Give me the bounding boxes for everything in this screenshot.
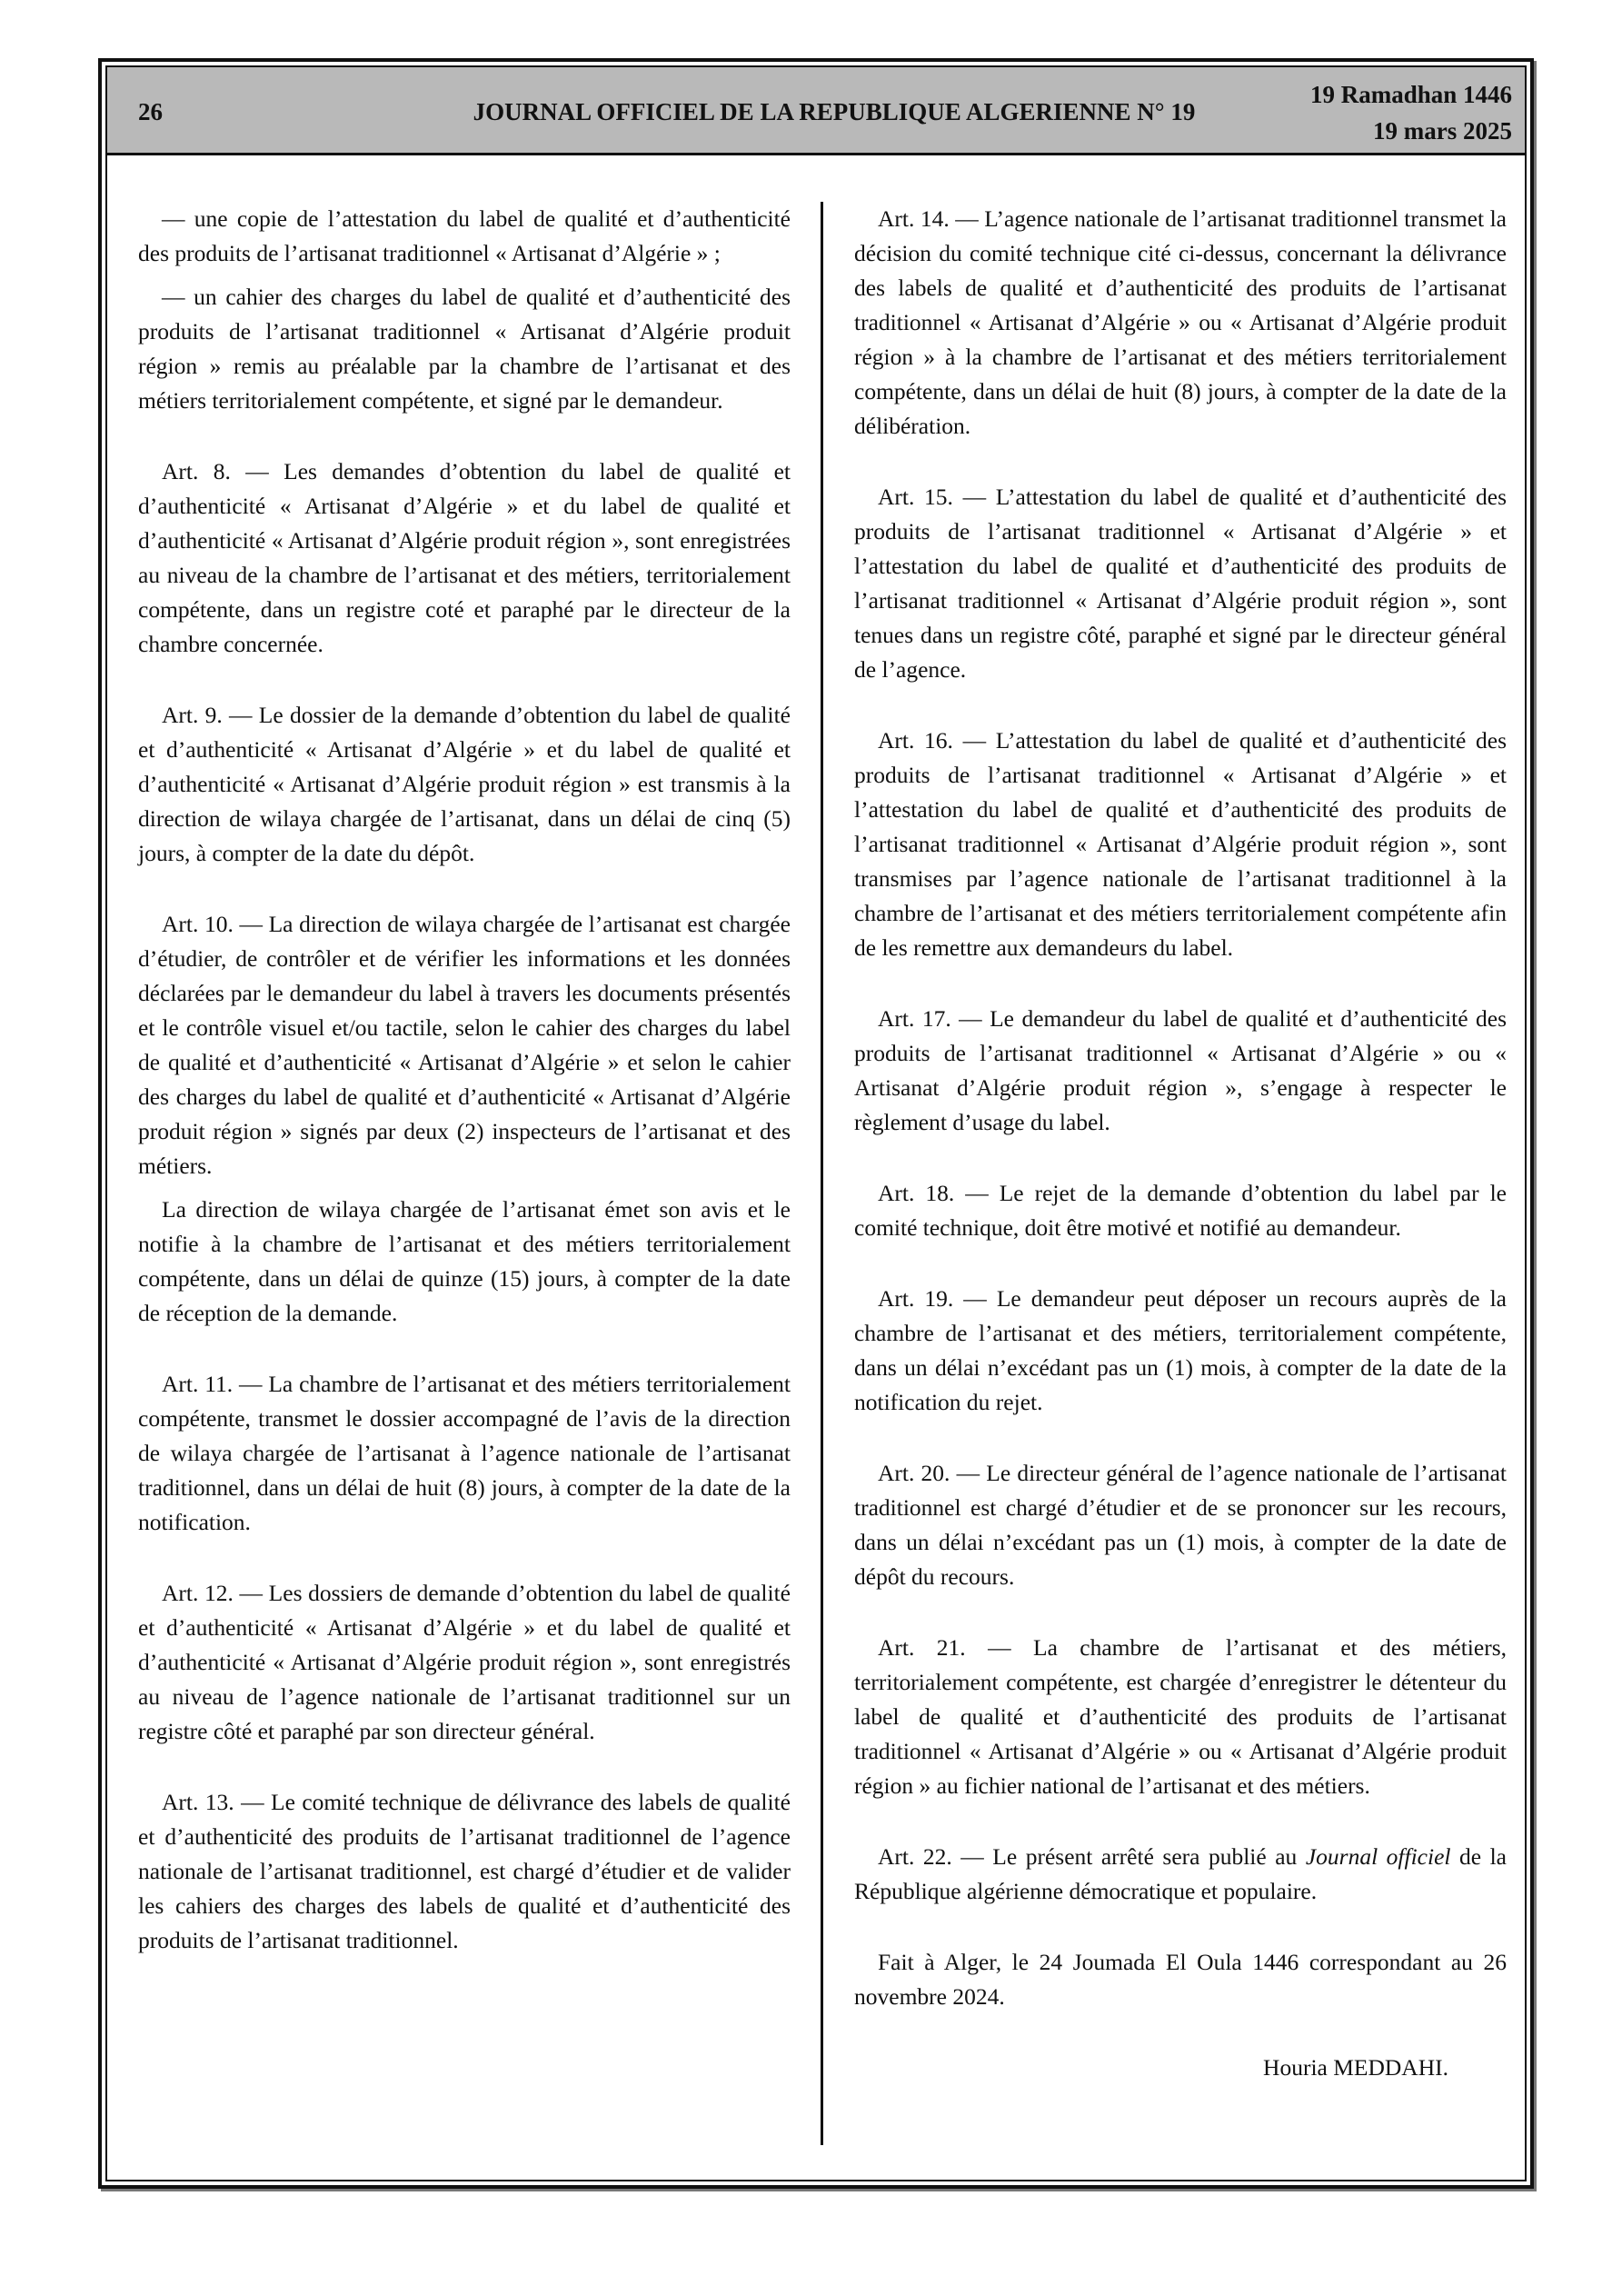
article-15: Art. 15. — L’attestation du label de qualité et d’authenticité des produits de l’artisanat traditionnel « Artisanat d’Algérie » et l’attestation du label de qualité et d’authenticité des produits de l’artisanat traditionnel « Artisanat d’Algérie produit région », sont tenues dans un registre côté, paraphé et signé par le directeur général de l’agence. — [854, 484, 1507, 683]
article-11: Art. 11. — La chambre de l’artisanat et des métiers territorialement compétente, transmet le dossier accompagné de l’avis de la direction de wilaya chargée de l’artisanat à l’agence nationale de l’artisanat traditionnel, dans un délai de huit (8) jours, à compter de la date de la notification. — [138, 1371, 791, 1535]
article-8: Art. 8. — Les demandes d’obtention du label de qualité et d’authenticité « Artisanat d’Algérie » et du label de qualité et d’authenticité « Artisanat d’Algérie produit région », sont enregistrées au niveau de la chambre de l’artisanat et des métiers, territorialement compétente, dans un registre coté et paraphé par le directeur de la chambre concernée. — [138, 458, 791, 657]
page-inner-border — [105, 65, 1527, 2181]
signature: Houria MEDDAHI. — [1263, 2054, 1448, 2081]
date-gregorian: 19 mars 2025 — [1373, 117, 1512, 145]
journal-title: JOURNAL OFFICIEL DE LA REPUBLIQUE ALGERIENNE N° 19 — [473, 98, 1196, 125]
article-22-text: Art. 22. — Le présent arrêté sera publié au — [878, 1843, 1306, 1870]
article-13: Art. 13. — Le comité technique de délivrance des labels de qualité et d’authenticité des produits de l’artisanat traditionnel de l’agence nationale de l’artisanat traditionnel, est chargé d’étudier et de valider les cahiers des charges des labels de qualité et d’authenticité des produits de l’artisanat traditionnel. — [138, 1789, 791, 1953]
article-21: Art. 21. — La chambre de l’artisanat et des métiers, territorialement compétente, est chargée d’enregistrer le détenteur du label de qualité et d’authenticité des produits de l’artisanat traditionnel « Artisanat d’Algérie » ou « Artisanat d’Algérie produit région » au fichier national de l’artisanat et des métiers. — [854, 1634, 1507, 1799]
article-19: Art. 19. — Le demandeur peut déposer un recours auprès de la chambre de l’artisanat et des métiers, territorialement compétente, dans un délai n’excédant pas un (1) mois, à compter de la date de la notification du rejet. — [854, 1285, 1507, 1415]
left-column — [138, 202, 791, 1958]
article-18: Art. 18. — Le rejet de la demande d’obtention du label par le comité technique, doit être motivé et notifié au demandeur. — [854, 1180, 1507, 1241]
issue-dates — [1310, 76, 1512, 149]
page-number: 26 — [138, 98, 163, 125]
paragraph: — une copie de l’attestation du label de qualité et d’authenticité des produits de l’artisanat traditionnel « Artisanat d’Algérie » ; — [138, 205, 791, 266]
column-divider — [821, 202, 823, 2145]
journal-officiel-italic: Journal officiel — [1305, 1843, 1451, 1870]
closing-statement: Fait à Alger, le 24 Joumada El Oula 1446 correspondant au 26 novembre 2024. — [854, 1949, 1507, 2010]
page-frame — [98, 58, 1534, 2189]
article-14: Art. 14. — L’agence nationale de l’artisanat traditionnel transmet la décision du comité technique cité ci-dessus, concernant la délivrance des labels de qualité et d’authenticité des produits de l’artisanat traditionnel « Artisanat d’Algérie » ou « Artisanat d’Algérie produit région » à la chambre de l’artisanat et des métiers territorialement compétente, dans un délai de huit (8) jours, à compter de la date de la délibération. — [854, 205, 1507, 439]
article-17: Art. 17. — Le demandeur du label de qualité et d’authenticité des produits de l’artisanat traditionnel « Artisanat d’Algérie » ou « Artisanat d’Algérie produit région », s’engage à respecter le règlement d’usage du label. — [854, 1005, 1507, 1135]
paragraph: — un cahier des charges du label de qualité et d’authenticité des produits de l’artisanat traditionnel « Artisanat d’Algérie produit région » remis au préalable par la chambre de l’artisanat et des métiers territorialement compétente, et signé par le demandeur. — [138, 284, 791, 414]
article-12: Art. 12. — Les dossiers de demande d’obtention du label de qualité et d’authenticité « Artisanat d’Algérie » et du label de qualité et d’authenticité « Artisanat d’Algérie produit région », sont enregistrés au niveau de l’agence nationale de l’artisanat traditionnel sur un registre côté et paraphé par son directeur général. — [138, 1580, 791, 1744]
article-9: Art. 9. — Le dossier de la demande d’obtention du label de qualité et d’authenticité « Artisanat d’Algérie » et du label de qualité et d’authenticité « Artisanat d’Algérie produit région » est transmis à la direction de wilaya chargée de l’artisanat, dans un délai de cinq (5) jours, à compter de la date du dépôt. — [138, 702, 791, 866]
article-22-text-end: de la République algérienne démocratique et populaire. — [854, 1843, 1507, 1904]
journal-header — [107, 67, 1525, 155]
date-hijri: 19 Ramadhan 1446 — [1309, 81, 1512, 108]
right-column — [854, 202, 1507, 2085]
article-10: Art. 10. — La direction de wilaya chargée de l’artisanat est chargée d’étudier, de contrôler et de vérifier les informations et les données déclarées par le demandeur du label à travers les documents présentés et le contrôle visuel et/ou tactile, selon le cahier des charges du label de qualité et d’authenticité « Artisanat d’Algérie » et selon le cahier des charges du label de qualité et d’authenticité « Artisanat d’Algérie produit région » signés par deux (2) inspecteurs de l’artisanat et des métiers. — [138, 911, 791, 1179]
article-20: Art. 20. — Le directeur général de l’agence nationale de l’artisanat traditionnel est chargé d’étudier et de se prononcer sur les recours, dans un délai n’excédant pas un (1) mois, à compter de la date de dépôt du recours. — [854, 1460, 1507, 1590]
paragraph: La direction de wilaya chargée de l’artisanat émet son avis et le notifie à la chambre de l’artisanat et des métiers territorialement compétente, dans un délai de quinze (15) jours, à compter de la date de réception de la demande. — [138, 1196, 791, 1326]
article-22 — [854, 1840, 1507, 1909]
article-16: Art. 16. — L’attestation du label de qualité et d’authenticité des produits de l’artisanat traditionnel « Artisanat d’Algérie » et l’attestation du label de qualité et d’authenticité des produits de l’artisanat traditionnel « Artisanat d’Algérie produit région », sont transmises par l’agence nationale de l’artisanat traditionnel à la chambre de l’artisanat et des métiers territorialement compétente afin de les remettre aux demandeurs du label. — [854, 727, 1507, 961]
